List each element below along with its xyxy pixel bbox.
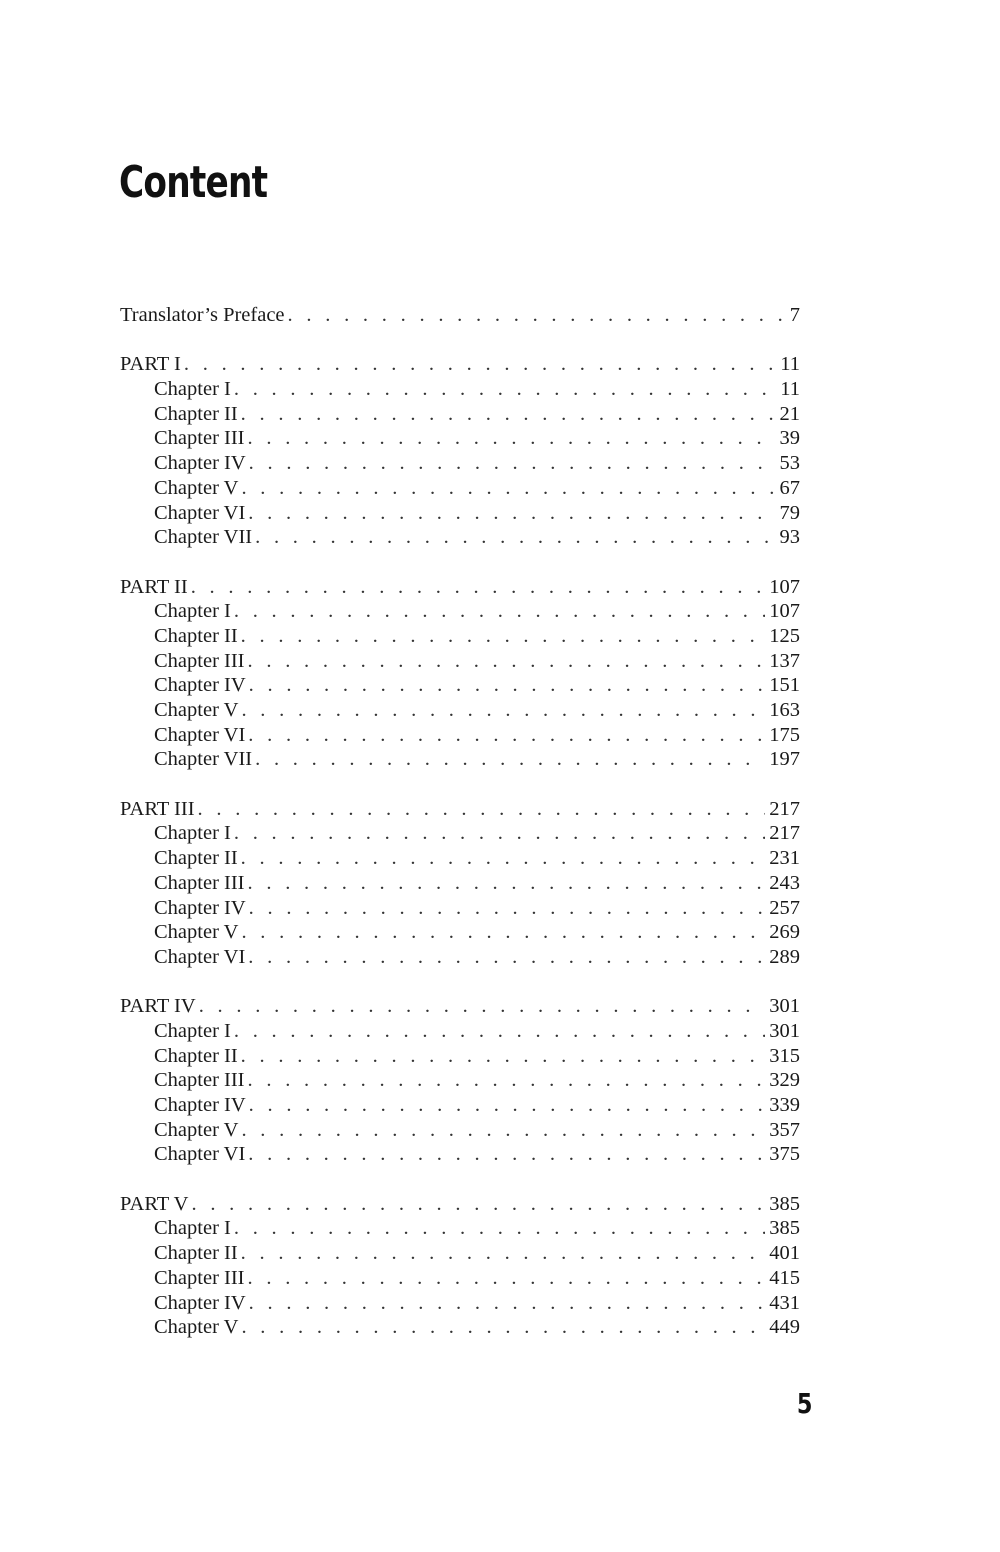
dot-leader — [241, 476, 775, 501]
toc-entry-page: 449 — [769, 1316, 800, 1339]
toc-entry-label: Chapter II — [154, 1044, 238, 1067]
dot-leader — [234, 377, 776, 402]
toc-entry-label: Chapter VII — [154, 526, 253, 549]
toc-chapter-entry — [120, 1142, 800, 1167]
toc-entry-label: PART II — [120, 575, 188, 598]
toc-entry-label: Chapter IV — [154, 674, 246, 697]
page-title: Content — [119, 157, 268, 208]
section-gap — [120, 1167, 800, 1192]
dot-leader — [241, 846, 766, 871]
dot-leader — [234, 821, 765, 846]
toc-entry-label: Chapter I — [154, 378, 231, 401]
toc-entry-label: Chapter V — [154, 699, 239, 721]
toc-entry-page: 21 — [779, 402, 800, 425]
toc-entry-label: Chapter I — [154, 600, 231, 623]
toc-entry-label: Translator’s Preface — [120, 304, 285, 326]
toc-entry-label: Chapter VI — [154, 501, 246, 524]
toc-entry-page: 385 — [769, 1192, 800, 1215]
toc-entry-page: 301 — [769, 995, 800, 1018]
toc-part-entry — [120, 352, 800, 377]
dot-leader — [199, 994, 766, 1019]
toc-entry-page: 107 — [769, 575, 800, 598]
toc-entry-page: 329 — [769, 1069, 800, 1092]
toc-chapter-entry — [120, 821, 800, 846]
toc-entry-label: Chapter II — [154, 847, 238, 870]
toc-chapter-entry — [120, 451, 800, 476]
toc-entry-page: 79 — [779, 501, 800, 524]
toc-part-entry — [120, 303, 800, 328]
toc-entry-label: Chapter III — [154, 1069, 245, 1092]
toc-chapter-entry — [120, 426, 800, 451]
toc-chapter-entry — [120, 1266, 800, 1291]
dot-leader — [248, 426, 776, 451]
dot-leader — [249, 451, 776, 476]
toc-entry-page: 197 — [769, 748, 800, 771]
toc-entry-label: Chapter I — [154, 822, 231, 845]
toc-entry-page: 39 — [779, 427, 800, 450]
toc-chapter-entry — [120, 1315, 800, 1340]
dot-leader — [241, 624, 766, 649]
toc-entry-page: 11 — [780, 378, 800, 401]
dot-leader — [255, 747, 765, 772]
toc-entry-page: 401 — [769, 1242, 800, 1265]
toc-entry-page: 257 — [769, 896, 800, 919]
dot-leader — [248, 871, 766, 896]
section-gap — [120, 970, 800, 995]
toc-entry-label: PART III — [120, 797, 195, 820]
toc-entry-page: 339 — [769, 1094, 800, 1116]
dot-leader — [234, 1019, 765, 1044]
toc-entry-page: 385 — [769, 1217, 800, 1240]
dot-leader — [249, 896, 766, 921]
toc-entry-page: 217 — [769, 797, 800, 820]
toc-entry-label: Chapter IV — [154, 896, 246, 919]
toc-entry-page: 289 — [769, 945, 800, 968]
toc-entry-label: Chapter VI — [154, 1143, 246, 1166]
dot-leader — [249, 673, 766, 698]
dot-leader — [248, 1266, 766, 1291]
toc-entry-label: Chapter II — [154, 402, 238, 425]
toc-entry-label: Chapter V — [154, 476, 239, 499]
toc-chapter-entry — [120, 525, 800, 550]
dot-leader — [248, 649, 766, 674]
toc-entry-page: 93 — [779, 526, 800, 549]
toc-entry-label: Chapter I — [154, 1019, 231, 1042]
toc-entry-page: 163 — [769, 699, 800, 721]
toc-chapter-entry — [120, 1044, 800, 1069]
toc-entry-page: 151 — [769, 674, 800, 697]
dot-leader — [241, 1241, 766, 1266]
toc-entry-page: 431 — [769, 1291, 800, 1314]
toc-entry-page: 53 — [779, 452, 800, 475]
dot-leader — [248, 945, 765, 970]
toc-entry-page: 301 — [769, 1019, 800, 1042]
toc-entry-label: PART V — [120, 1192, 189, 1215]
toc-chapter-entry — [120, 649, 800, 674]
toc-entry-label: Chapter II — [154, 1242, 238, 1265]
toc-entry-label: Chapter VII — [154, 748, 253, 771]
dot-leader — [234, 599, 765, 624]
toc-entry-page: 357 — [769, 1118, 800, 1141]
dot-leader — [241, 1118, 765, 1143]
toc-entry-page: 415 — [769, 1266, 800, 1289]
toc-entry-label: Chapter III — [154, 1266, 245, 1289]
dot-leader — [241, 1044, 766, 1069]
section-gap — [120, 328, 800, 353]
dot-leader — [255, 525, 775, 550]
dot-leader — [248, 1068, 766, 1093]
toc-chapter-entry — [120, 1093, 800, 1118]
toc-chapter-entry — [120, 920, 800, 945]
toc-entry-label: Chapter III — [154, 427, 245, 450]
toc-chapter-entry — [120, 1241, 800, 1266]
toc-chapter-entry — [120, 501, 800, 526]
toc-entry-page: 67 — [779, 476, 800, 499]
toc-chapter-entry — [120, 871, 800, 896]
toc-chapter-entry — [120, 1118, 800, 1143]
dot-leader — [241, 698, 765, 723]
toc-chapter-entry — [120, 377, 800, 402]
dot-leader — [248, 723, 765, 748]
page-number: 5 — [796, 1387, 812, 1420]
toc-entry-label: Chapter II — [154, 624, 238, 647]
dot-leader — [234, 1216, 765, 1241]
toc-entry-label: Chapter VI — [154, 723, 246, 746]
toc-entry-label: PART IV — [120, 995, 196, 1018]
toc-chapter-entry — [120, 599, 800, 624]
toc-chapter-entry — [120, 673, 800, 698]
toc-part-entry — [120, 994, 800, 1019]
toc-entry-label: Chapter VI — [154, 945, 246, 968]
toc-chapter-entry — [120, 1291, 800, 1316]
toc-entry-page: 375 — [769, 1143, 800, 1166]
toc-entry-page: 107 — [769, 600, 800, 623]
toc-chapter-entry — [120, 846, 800, 871]
toc-entry-page: 231 — [769, 847, 800, 870]
toc-chapter-entry — [120, 1216, 800, 1241]
section-gap — [120, 550, 800, 575]
toc-chapter-entry — [120, 896, 800, 921]
toc-entry-page: 315 — [769, 1044, 800, 1067]
toc-entry-label: Chapter IV — [154, 1291, 246, 1314]
toc-entry-page: 11 — [780, 353, 800, 376]
dot-leader — [241, 1315, 765, 1340]
toc-entry-label: Chapter IV — [154, 1094, 246, 1116]
toc-part-entry — [120, 575, 800, 600]
toc-entry-page: 125 — [769, 624, 800, 647]
toc-entry-label: Chapter IV — [154, 452, 246, 475]
toc-entry-page: 7 — [789, 304, 800, 326]
toc-entry-label: PART I — [120, 353, 181, 376]
dot-leader — [241, 402, 776, 427]
toc-chapter-entry — [120, 747, 800, 772]
toc-entry-label: Chapter V — [154, 1316, 239, 1339]
toc-entry-label: Chapter V — [154, 1118, 239, 1141]
toc-chapter-entry — [120, 723, 800, 748]
dot-leader — [248, 501, 775, 526]
toc-entry-page: 243 — [769, 871, 800, 894]
dot-leader — [288, 303, 786, 328]
toc-entry-label: Chapter V — [154, 921, 239, 944]
toc-chapter-entry — [120, 476, 800, 501]
dot-leader — [241, 920, 765, 945]
dot-leader — [198, 797, 766, 822]
toc-chapter-entry — [120, 402, 800, 427]
toc-entry-page: 269 — [769, 921, 800, 944]
toc-chapter-entry — [120, 945, 800, 970]
dot-leader — [191, 1192, 765, 1217]
toc-entry-page: 217 — [769, 822, 800, 845]
toc-entry-label: Chapter I — [154, 1217, 231, 1240]
section-gap — [120, 772, 800, 797]
toc-entry-page: 137 — [769, 649, 800, 672]
toc-entry-label: Chapter III — [154, 871, 245, 894]
toc-chapter-entry — [120, 1019, 800, 1044]
toc-chapter-entry — [120, 698, 800, 723]
dot-leader — [191, 575, 766, 600]
table-of-contents — [120, 303, 800, 1340]
toc-chapter-entry — [120, 624, 800, 649]
toc-part-entry — [120, 797, 800, 822]
dot-leader — [249, 1291, 766, 1316]
toc-part-entry — [120, 1192, 800, 1217]
dot-leader — [249, 1093, 766, 1118]
toc-entry-page: 175 — [769, 723, 800, 746]
dot-leader — [248, 1142, 765, 1167]
toc-entry-label: Chapter III — [154, 649, 245, 672]
toc-chapter-entry — [120, 1068, 800, 1093]
dot-leader — [184, 352, 776, 377]
